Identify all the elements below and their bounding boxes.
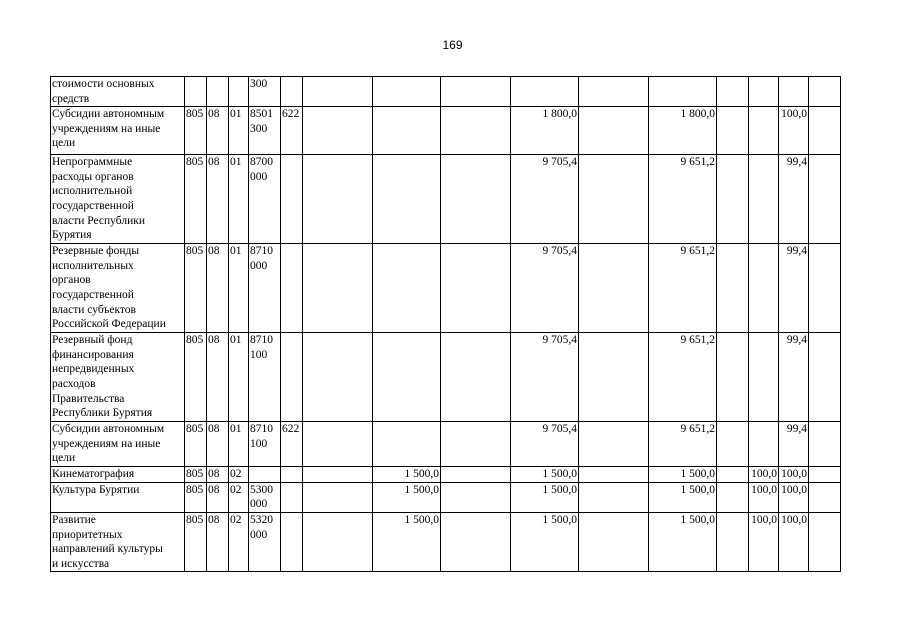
section-code-cell bbox=[207, 422, 229, 467]
planned-amount-cell bbox=[373, 467, 441, 483]
row-name-cell bbox=[51, 422, 185, 467]
planned-amount-cell-value: 1 500,0 bbox=[404, 513, 439, 526]
subsection-code-cell-value: 01 bbox=[230, 423, 242, 436]
row-name-cell-line: расходов bbox=[52, 377, 96, 390]
section-code-cell bbox=[207, 244, 229, 333]
percent-plan-cell bbox=[749, 422, 779, 467]
empty-cell bbox=[303, 333, 373, 422]
row-name-cell-line: Резервные фонды bbox=[52, 245, 140, 258]
empty-cell bbox=[809, 77, 841, 107]
row-name-cell bbox=[51, 512, 185, 571]
revised-amount-cell bbox=[511, 467, 579, 483]
ministry-code-cell-value: 805 bbox=[186, 483, 204, 496]
section-code-cell-value: 08 bbox=[208, 156, 220, 169]
revised-amount-cell bbox=[511, 107, 579, 155]
row-name-cell-line: исполнительной bbox=[52, 185, 133, 198]
empty-cell bbox=[441, 422, 511, 467]
percent-revised-cell bbox=[779, 244, 809, 333]
expense-type-cell bbox=[281, 77, 303, 107]
target-code-cell bbox=[249, 467, 281, 483]
executed-amount-cell bbox=[649, 467, 717, 483]
section-code-cell bbox=[207, 77, 229, 107]
empty-cell bbox=[579, 77, 649, 107]
row-name-cell-line: учреждениям на иные bbox=[52, 122, 161, 135]
executed-amount-cell bbox=[649, 155, 717, 244]
revised-amount-cell bbox=[511, 422, 579, 467]
executed-amount-cell bbox=[649, 244, 717, 333]
percent-revised-cell-value: 99,4 bbox=[786, 245, 807, 258]
planned-amount-cell bbox=[373, 107, 441, 155]
revised-amount-cell-value: 1 800,0 bbox=[542, 108, 577, 121]
percent-revised-cell-value: 100,0 bbox=[781, 483, 807, 496]
row-name-cell-line: цели bbox=[52, 137, 76, 150]
row-name-cell-line: власти субъектов bbox=[52, 303, 136, 316]
section-code-cell-value: 08 bbox=[208, 423, 220, 436]
empty-cell bbox=[441, 244, 511, 333]
empty-cell bbox=[809, 512, 841, 571]
target-code-cell bbox=[249, 107, 281, 155]
percent-plan-cell bbox=[749, 467, 779, 483]
target-code-cell-line: 5320 bbox=[250, 513, 273, 526]
target-code-cell-line: 000 bbox=[250, 259, 268, 272]
row-name-cell-line: Субсидии автономным bbox=[52, 108, 165, 121]
subsection-code-cell bbox=[229, 333, 249, 422]
ministry-code-cell bbox=[185, 422, 207, 467]
ministry-code-cell-value: 805 bbox=[186, 245, 204, 258]
ministry-code-cell-value: 805 bbox=[186, 108, 204, 121]
target-code-cell-line: 000 bbox=[250, 528, 268, 541]
subsection-code-cell bbox=[229, 482, 249, 512]
percent-revised-cell bbox=[779, 107, 809, 155]
expense-type-cell bbox=[281, 482, 303, 512]
executed-amount-cell bbox=[649, 422, 717, 467]
percent-plan-cell bbox=[749, 107, 779, 155]
revised-amount-cell-value: 9 705,4 bbox=[542, 423, 577, 436]
section-code-cell bbox=[207, 107, 229, 155]
empty-cell bbox=[717, 512, 749, 571]
row-name-cell bbox=[51, 333, 185, 422]
subsection-code-cell bbox=[229, 244, 249, 333]
empty-cell bbox=[717, 155, 749, 244]
percent-revised-cell bbox=[779, 155, 809, 244]
row-name-cell-line: Резервный фонд bbox=[52, 334, 133, 347]
executed-amount-cell bbox=[649, 482, 717, 512]
ministry-code-cell bbox=[185, 244, 207, 333]
revised-amount-cell bbox=[511, 512, 579, 571]
empty-cell bbox=[579, 482, 649, 512]
empty-cell bbox=[809, 107, 841, 155]
planned-amount-cell bbox=[373, 422, 441, 467]
row-name-cell-line: учреждениям на иные bbox=[52, 437, 161, 450]
revised-amount-cell bbox=[511, 77, 579, 107]
empty-cell bbox=[441, 155, 511, 244]
executed-amount-cell bbox=[649, 333, 717, 422]
table-row bbox=[51, 512, 841, 571]
target-code-cell-line: 8710 bbox=[250, 334, 273, 347]
expense-type-cell-value: 622 bbox=[282, 423, 300, 436]
target-code-cell bbox=[249, 482, 281, 512]
percent-plan-cell-value: 100,0 bbox=[751, 483, 777, 496]
empty-cell bbox=[441, 107, 511, 155]
section-code-cell-value: 08 bbox=[208, 468, 220, 481]
empty-cell bbox=[717, 467, 749, 483]
subsection-code-cell-value: 02 bbox=[230, 513, 242, 526]
row-name-cell-line: Культура Бурятии bbox=[52, 483, 140, 496]
row-name-cell-line: Бурятия bbox=[52, 229, 92, 242]
ministry-code-cell bbox=[185, 107, 207, 155]
executed-amount-cell-value: 1 800,0 bbox=[680, 108, 715, 121]
row-name-cell-line: приоритетных bbox=[52, 528, 123, 541]
revised-amount-cell-value: 1 500,0 bbox=[542, 483, 577, 496]
executed-amount-cell-value: 1 500,0 bbox=[680, 483, 715, 496]
empty-cell bbox=[809, 467, 841, 483]
section-code-cell bbox=[207, 467, 229, 483]
planned-amount-cell-value: 1 500,0 bbox=[404, 483, 439, 496]
empty-cell bbox=[579, 467, 649, 483]
table-body bbox=[51, 77, 841, 572]
planned-amount-cell bbox=[373, 155, 441, 244]
executed-amount-cell-value: 1 500,0 bbox=[680, 468, 715, 481]
percent-plan-cell-value: 100,0 bbox=[751, 513, 777, 526]
section-code-cell-value: 08 bbox=[208, 513, 220, 526]
target-code-cell-line: 8501 bbox=[250, 108, 273, 121]
percent-plan-cell bbox=[749, 482, 779, 512]
target-code-cell bbox=[249, 244, 281, 333]
target-code-cell bbox=[249, 512, 281, 571]
empty-cell bbox=[717, 482, 749, 512]
expense-type-cell bbox=[281, 155, 303, 244]
empty-cell bbox=[579, 155, 649, 244]
empty-cell bbox=[579, 107, 649, 155]
percent-revised-cell-value: 100,0 bbox=[781, 513, 807, 526]
section-code-cell bbox=[207, 333, 229, 422]
row-name-cell bbox=[51, 482, 185, 512]
empty-cell bbox=[579, 333, 649, 422]
ministry-code-cell-value: 805 bbox=[186, 513, 204, 526]
section-code-cell-value: 08 bbox=[208, 108, 220, 121]
subsection-code-cell-value: 01 bbox=[230, 334, 242, 347]
percent-revised-cell bbox=[779, 422, 809, 467]
revised-amount-cell bbox=[511, 482, 579, 512]
empty-cell bbox=[441, 77, 511, 107]
percent-plan-cell bbox=[749, 512, 779, 571]
revised-amount-cell-value: 9 705,4 bbox=[542, 245, 577, 258]
row-name-cell-line: цели bbox=[52, 452, 76, 465]
target-code-cell-line: 8710 bbox=[250, 245, 273, 258]
revised-amount-cell bbox=[511, 155, 579, 244]
ministry-code-cell bbox=[185, 333, 207, 422]
executed-amount-cell-value: 9 651,2 bbox=[680, 245, 715, 258]
expense-type-cell-value: 622 bbox=[282, 108, 300, 121]
ministry-code-cell bbox=[185, 77, 207, 107]
revised-amount-cell-value: 1 500,0 bbox=[542, 513, 577, 526]
row-name-cell-line: средств bbox=[52, 92, 90, 105]
empty-cell bbox=[441, 333, 511, 422]
table-row bbox=[51, 244, 841, 333]
empty-cell bbox=[579, 512, 649, 571]
row-name-cell bbox=[51, 244, 185, 333]
empty-cell bbox=[303, 244, 373, 333]
row-name-cell-line: власти Республики bbox=[52, 214, 145, 227]
section-code-cell-value: 08 bbox=[208, 245, 220, 258]
revised-amount-cell bbox=[511, 333, 579, 422]
ministry-code-cell bbox=[185, 467, 207, 483]
table-row bbox=[51, 467, 841, 483]
subsection-code-cell-value: 01 bbox=[230, 156, 242, 169]
planned-amount-cell bbox=[373, 482, 441, 512]
empty-cell bbox=[809, 482, 841, 512]
empty-cell bbox=[441, 512, 511, 571]
executed-amount-cell-value: 1 500,0 bbox=[680, 513, 715, 526]
percent-plan-cell-value: 100,0 bbox=[751, 468, 777, 481]
executed-amount-cell-value: 9 651,2 bbox=[680, 423, 715, 436]
expense-type-cell bbox=[281, 107, 303, 155]
row-name-cell-line: и искусства bbox=[52, 557, 110, 570]
row-name-cell-line: Правительства bbox=[52, 392, 125, 405]
row-name-cell-line: направлений культуры bbox=[52, 543, 163, 556]
empty-cell bbox=[809, 244, 841, 333]
empty-cell bbox=[717, 333, 749, 422]
percent-revised-cell bbox=[779, 482, 809, 512]
subsection-code-cell bbox=[229, 155, 249, 244]
empty-cell bbox=[717, 77, 749, 107]
row-name-cell-line: Непрограммные bbox=[52, 156, 133, 169]
row-name-cell-line: непредвиденных bbox=[52, 363, 135, 376]
percent-revised-cell bbox=[779, 333, 809, 422]
planned-amount-cell bbox=[373, 244, 441, 333]
executed-amount-cell bbox=[649, 77, 717, 107]
executed-amount-cell-value: 9 651,2 bbox=[680, 156, 715, 169]
target-code-cell bbox=[249, 422, 281, 467]
percent-revised-cell-value: 99,4 bbox=[786, 156, 807, 169]
table-row bbox=[51, 422, 841, 467]
expense-type-cell bbox=[281, 467, 303, 483]
empty-cell bbox=[303, 107, 373, 155]
percent-revised-cell bbox=[779, 467, 809, 483]
subsection-code-cell-value: 02 bbox=[230, 468, 242, 481]
row-name-cell-line: государственной bbox=[52, 199, 134, 212]
executed-amount-cell bbox=[649, 107, 717, 155]
percent-revised-cell bbox=[779, 77, 809, 107]
row-name-cell-line: расходы органов bbox=[52, 170, 134, 183]
target-code-cell-line: 300 bbox=[250, 122, 268, 135]
subsection-code-cell bbox=[229, 77, 249, 107]
section-code-cell-value: 08 bbox=[208, 483, 220, 496]
target-code-cell-line: 8710 bbox=[250, 423, 273, 436]
ministry-code-cell bbox=[185, 482, 207, 512]
ministry-code-cell-value: 805 bbox=[186, 156, 204, 169]
revised-amount-cell-value: 9 705,4 bbox=[542, 156, 577, 169]
budget-table bbox=[50, 76, 841, 572]
percent-plan-cell bbox=[749, 333, 779, 422]
target-code-cell-line: 100 bbox=[250, 437, 268, 450]
table-row bbox=[51, 482, 841, 512]
row-name-cell bbox=[51, 155, 185, 244]
row-name-cell-line: государственной bbox=[52, 288, 134, 301]
ministry-code-cell bbox=[185, 512, 207, 571]
section-code-cell bbox=[207, 482, 229, 512]
subsection-code-cell bbox=[229, 422, 249, 467]
expense-type-cell bbox=[281, 422, 303, 467]
section-code-cell-value: 08 bbox=[208, 334, 220, 347]
empty-cell bbox=[303, 512, 373, 571]
ministry-code-cell-value: 805 bbox=[186, 334, 204, 347]
row-name-cell-line: Республики Бурятия bbox=[52, 407, 153, 420]
empty-cell bbox=[717, 422, 749, 467]
subsection-code-cell bbox=[229, 107, 249, 155]
target-code-cell bbox=[249, 155, 281, 244]
revised-amount-cell-value: 9 705,4 bbox=[542, 334, 577, 347]
row-name-cell-line: исполнительных bbox=[52, 259, 134, 272]
target-code-cell-line: 000 bbox=[250, 498, 268, 511]
table-row bbox=[51, 77, 841, 107]
expense-type-cell bbox=[281, 512, 303, 571]
target-code-cell-line: 000 bbox=[250, 170, 268, 183]
executed-amount-cell-value: 9 651,2 bbox=[680, 334, 715, 347]
planned-amount-cell bbox=[373, 77, 441, 107]
row-name-cell bbox=[51, 467, 185, 483]
empty-cell bbox=[717, 244, 749, 333]
row-name-cell bbox=[51, 77, 185, 107]
empty-cell bbox=[441, 467, 511, 483]
subsection-code-cell-value: 02 bbox=[230, 483, 242, 496]
section-code-cell bbox=[207, 512, 229, 571]
ministry-code-cell-value: 805 bbox=[186, 423, 204, 436]
subsection-code-cell bbox=[229, 512, 249, 571]
row-name-cell-line: Российской Федерации bbox=[52, 318, 166, 331]
empty-cell bbox=[579, 244, 649, 333]
percent-revised-cell-value: 100,0 bbox=[781, 468, 807, 481]
empty-cell bbox=[579, 422, 649, 467]
revised-amount-cell-value: 1 500,0 bbox=[542, 468, 577, 481]
empty-cell bbox=[441, 482, 511, 512]
empty-cell bbox=[303, 467, 373, 483]
percent-plan-cell bbox=[749, 244, 779, 333]
subsection-code-cell bbox=[229, 467, 249, 483]
planned-amount-cell bbox=[373, 512, 441, 571]
percent-plan-cell bbox=[749, 155, 779, 244]
row-name-cell-line: Развитие bbox=[52, 513, 96, 526]
target-code-cell-line: 300 bbox=[250, 78, 268, 90]
empty-cell bbox=[717, 107, 749, 155]
percent-revised-cell-value: 99,4 bbox=[786, 423, 807, 436]
expense-type-cell bbox=[281, 244, 303, 333]
section-code-cell bbox=[207, 155, 229, 244]
row-name-cell-line: финансирования bbox=[52, 348, 134, 361]
expense-type-cell bbox=[281, 333, 303, 422]
percent-revised-cell-value: 99,4 bbox=[786, 334, 807, 347]
subsection-code-cell-value: 01 bbox=[230, 245, 242, 258]
ministry-code-cell-value: 805 bbox=[186, 468, 204, 481]
percent-revised-cell-value: 100,0 bbox=[781, 108, 807, 121]
table-row bbox=[51, 107, 841, 155]
ministry-code-cell bbox=[185, 155, 207, 244]
table-row bbox=[51, 155, 841, 244]
empty-cell bbox=[303, 155, 373, 244]
planned-amount-cell-value: 1 500,0 bbox=[404, 468, 439, 481]
empty-cell bbox=[303, 77, 373, 107]
target-code-cell bbox=[249, 77, 281, 107]
target-code-cell-line: 100 bbox=[250, 348, 268, 361]
page-number: 169 bbox=[442, 38, 463, 52]
row-name-cell-line: органов bbox=[52, 274, 91, 287]
empty-cell bbox=[303, 482, 373, 512]
empty-cell bbox=[809, 422, 841, 467]
target-code-cell bbox=[249, 333, 281, 422]
table-row bbox=[51, 333, 841, 422]
subsection-code-cell-value: 01 bbox=[230, 108, 242, 121]
target-code-cell-line: 5300 bbox=[250, 483, 273, 496]
row-name-cell-line: Субсидии автономным bbox=[52, 423, 165, 436]
empty-cell bbox=[809, 333, 841, 422]
planned-amount-cell bbox=[373, 333, 441, 422]
row-name-cell bbox=[51, 107, 185, 155]
row-name-cell-line: стоимости основных bbox=[52, 78, 155, 90]
empty-cell bbox=[303, 422, 373, 467]
empty-cell bbox=[809, 155, 841, 244]
percent-revised-cell bbox=[779, 512, 809, 571]
revised-amount-cell bbox=[511, 244, 579, 333]
row-name-cell-line: Кинематография bbox=[52, 468, 135, 481]
percent-plan-cell bbox=[749, 77, 779, 107]
executed-amount-cell bbox=[649, 512, 717, 571]
target-code-cell-line: 8700 bbox=[250, 156, 273, 169]
